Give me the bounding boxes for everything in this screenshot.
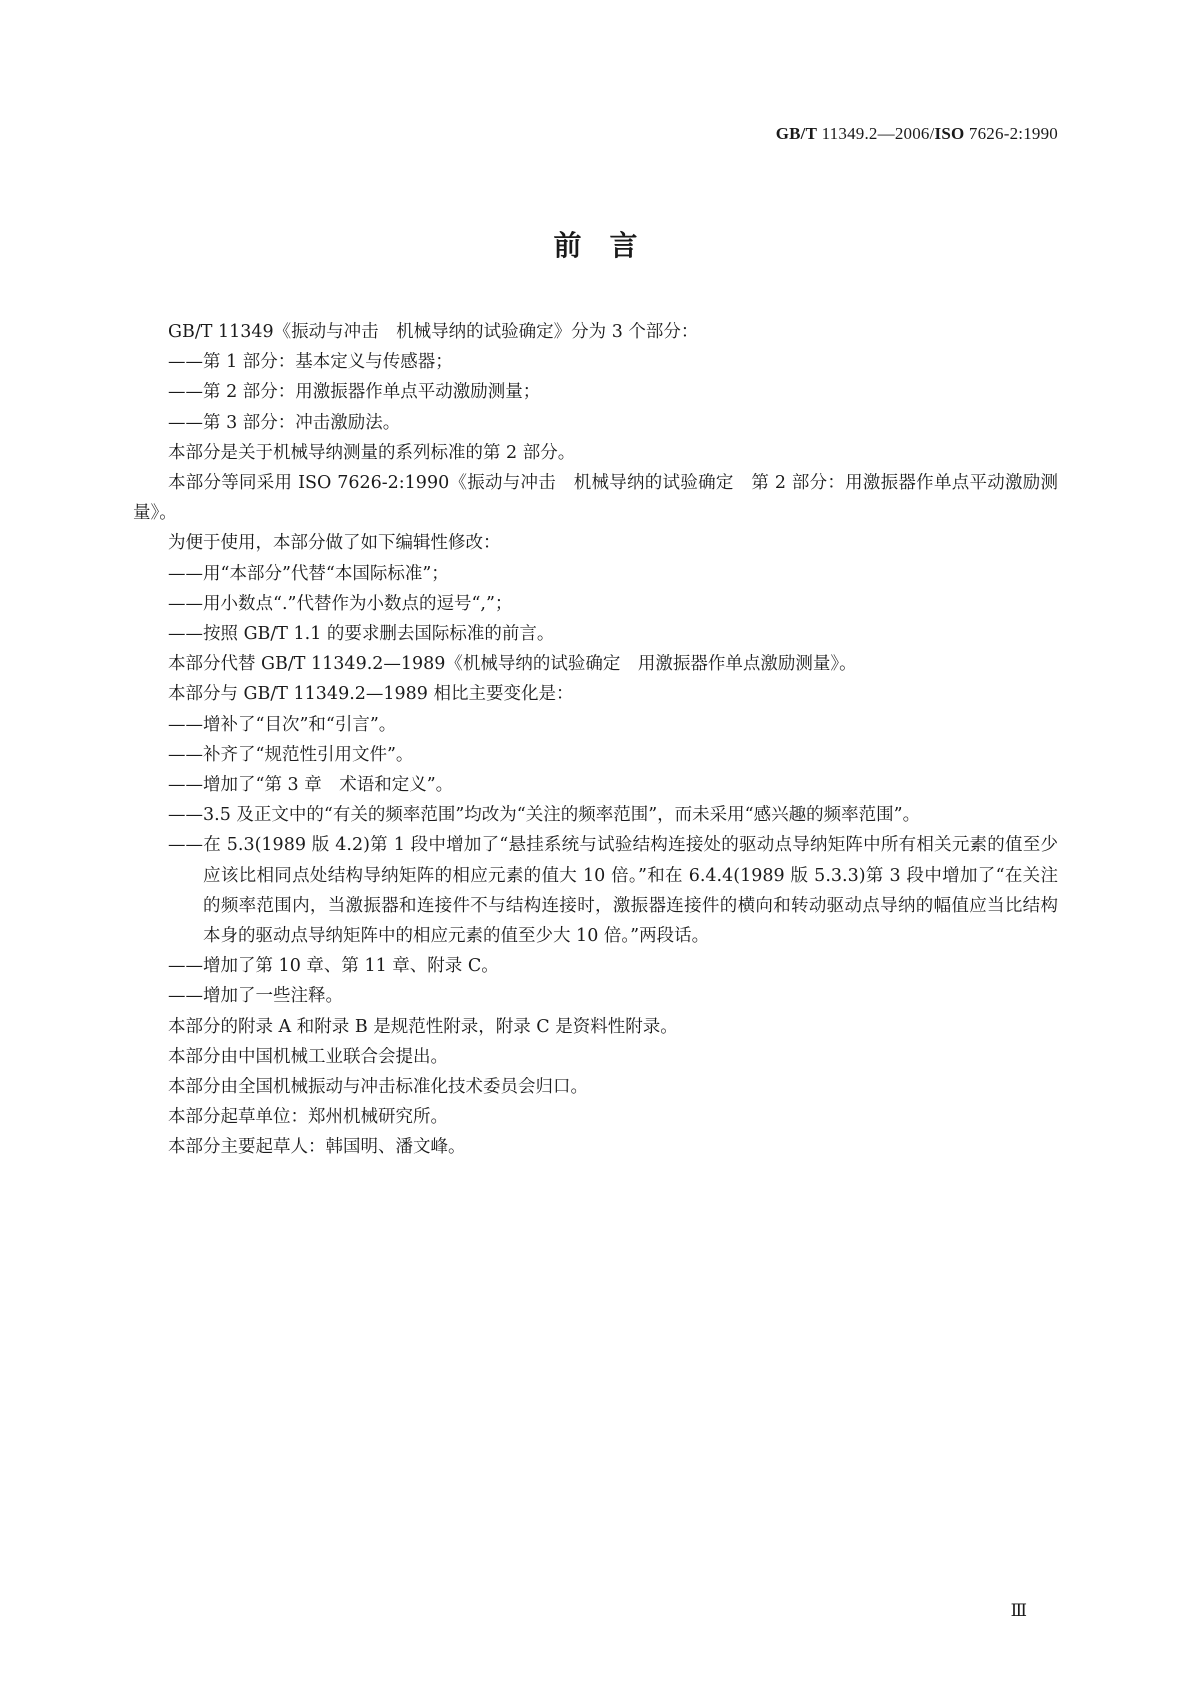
page-title: 前言: [553, 229, 666, 262]
paragraph-intro: GB/T 11349《振动与冲击 机械导纳的试验确定》分为 3 个部分：: [168, 322, 699, 342]
list-item: ——增补了“目次”和“引言”。: [168, 714, 397, 735]
header-iso-number: 7626-2:1990: [968, 124, 1058, 143]
paragraph: 本部分等同采用 ISO 7626-2:1990《振动与冲击 机械导纳的试验确定 第 2 部分：用激振器作单点平动激励测量》。: [133, 473, 1058, 524]
list-item: ——在 5.3(1989 版 4.2)第 1 段中增加了“悬挂系统与试验结构连接处的驱动点导纳矩阵中所有相关元素的值至少应该比相同点处结构导纳矩阵的相应元素的值大 10 倍。”和在 6.4.4(1989 版 5.3.3)第 3 段中增加了“在关注的频率范围内，当激振器和连接件不与结构连接时，激振器连接件的横向和转动驱动点导纳的幅值应当比结构本身的驱动点导纳矩阵中的相应元素的值至少大 10 倍。”两段话。: [168, 835, 1058, 947]
paragraph: 本部分与 GB/T 11349.2—1989 相比主要变化是：: [168, 684, 574, 705]
paragraph: 本部分由全国机械振动与冲击标准化技术委员会归口。: [168, 1077, 588, 1098]
preface-body: [133, 317, 1058, 1163]
list-item: ——增加了一些注释。: [168, 986, 343, 1007]
header-standard-prefix: GB/T: [775, 124, 818, 143]
list-item: ——第 1 部分：基本定义与传感器；: [168, 352, 453, 373]
paragraph: 本部分代替 GB/T 11349.2—1989《机械导纳的试验确定 用激振器作单点激励测量》。: [168, 654, 857, 675]
header-standard-number: 11349.2—2006/: [821, 124, 935, 143]
list-item: ——第 2 部分：用激振器作单点平动激励测量；: [168, 382, 541, 403]
paragraph: 本部分由中国机械工业联合会提出。: [168, 1046, 448, 1067]
paragraph: 本部分主要起草人：韩国明、潘文峰。: [168, 1137, 466, 1158]
list-item: ——按照 GB/T 1.1 的要求删去国际标准的前言。: [168, 624, 555, 645]
list-item: ——用“本部分”代替“本国际标准”；: [168, 563, 449, 584]
document-header: [776, 124, 1058, 144]
list-item: ——用小数点“.”代替作为小数点的逗号“,”；: [168, 593, 513, 614]
list-item: ——第 3 部分：冲击激励法。: [168, 412, 401, 433]
paragraph: 本部分起草单位：郑州机械研究所。: [168, 1107, 448, 1128]
list-item: ——3.5 及正文中的“有关的频率范围”均改为“关注的频率范围”，而未采用“感兴趣的频率范围”。: [168, 805, 921, 826]
list-item: ——增加了第 10 章、第 11 章、附录 C。: [168, 956, 499, 977]
list-item: ——补齐了“规范性引用文件”。: [168, 744, 414, 765]
paragraph: 为便于使用，本部分做了如下编辑性修改：: [168, 533, 501, 554]
list-item: ——增加了“第 3 章 术语和定义”。: [168, 775, 454, 796]
paragraph: 本部分的附录 A 和附录 B 是规范性附录，附录 C 是资料性附录。: [168, 1016, 678, 1037]
header-iso-prefix: ISO: [934, 124, 965, 143]
page-number: Ⅲ: [1010, 1601, 1027, 1620]
paragraph: 本部分是关于机械导纳测量的系列标准的第 2 部分。: [168, 442, 576, 463]
